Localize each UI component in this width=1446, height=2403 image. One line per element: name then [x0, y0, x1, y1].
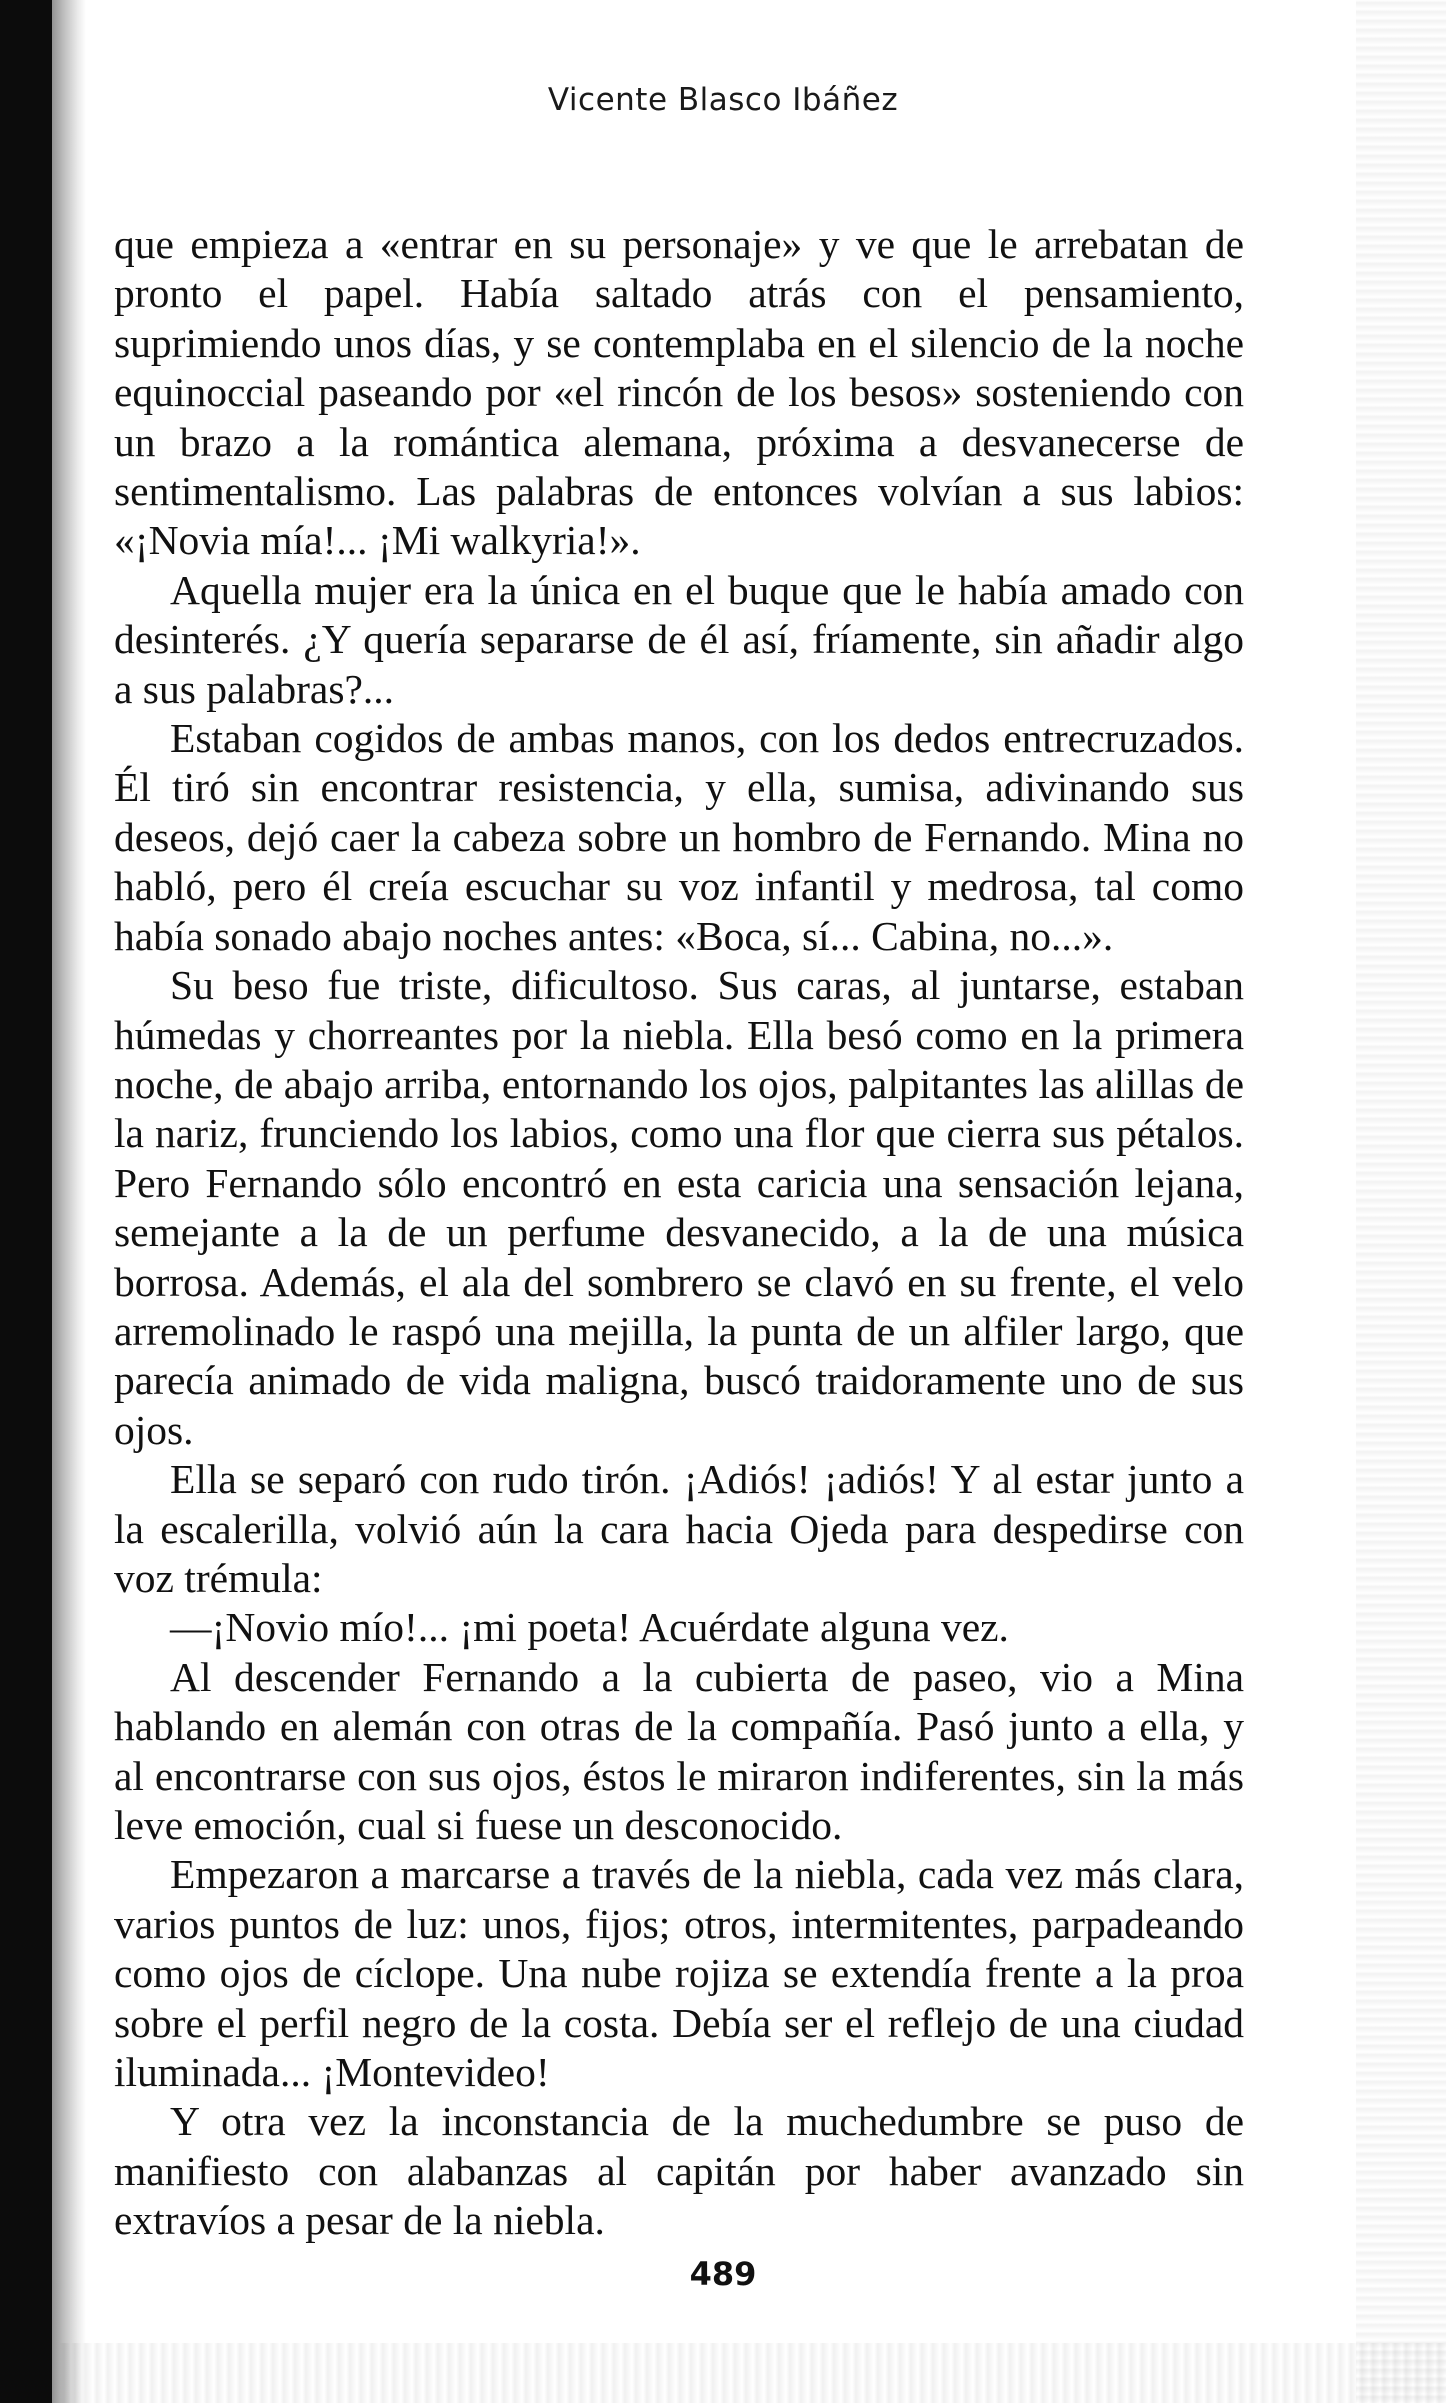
paragraph: Su beso fue triste, dificultoso. Sus caras, al juntarse, estaban húmedas y chorreantes por la niebla. Ella besó como en la primera noche, de abajo arriba, entornando los ojos, palpitantes las alillas de la nariz, frunciendo los labios, como una flor que cierra sus pétalos. Pero Fernando sólo encontró en esta caricia una sensación lejana, semejante a la de un perfume desvanecido, a la de una música borrosa. Además, el ala del sombrero se clavó en su frente, el velo arremolinado le raspó una mejilla, la punta de un alfiler largo, que parecía animado de vida maligna, buscó traidoramente uno de sus ojos.	[114, 962, 1244, 1453]
spine-gradient	[52, 0, 86, 2403]
scan-noise-right	[1356, 0, 1446, 2403]
paragraph: Al descender Fernando a la cubierta de paseo, vio a Mina hablando en alemán con otras de la compañía. Pasó junto a ella, y al encontrarse con sus ojos, éstos le miraron indiferentes, sin la más leve emoción, cual si fuese un desconocido.	[114, 1653, 1244, 1848]
paragraph: Empezaron a marcarse a través de la niebla, cada vez más clara, varios puntos de luz: unos, fijos; otros, intermitentes, parpadeando como ojos de cíclope. Una nube rojiza se extendía frente a la proa sobre el perfil negro de la costa. Debía ser el reflejo de una ciudad iluminada... ¡Montevideo!	[114, 1851, 1244, 2096]
paragraph: Estaban cogidos de ambas manos, con los dedos entrecruzados. Él tiró sin encontrar resistencia, y ella, sumisa, adivinando sus deseos, dejó caer la cabeza sobre un hombro de Fernando. Mina no habló, pero él creía escuchar su voz infantil y medrosa, tal como había sonado abajo noches antes: «Boca, sí... Cabina, no...».	[114, 715, 1244, 959]
page-number: 489	[689, 2255, 757, 2293]
paragraph: Y otra vez la inconstancia de la muchedumbre se puso de manifiesto con alabanzas al capitán por haber avanzado sin extravíos a pesar de la niebla.	[114, 2098, 1244, 2244]
book-spine-shadow	[0, 0, 52, 2403]
paragraph: Aquella mujer era la única en el buque que le había amado con desinterés. ¿Y quería separarse de él así, fríamente, sin añadir algo a sus palabras?...	[114, 566, 1244, 712]
body-text	[114, 220, 1244, 2246]
paragraph: que empieza a «entrar en su personaje» y ve que le arrebatan de pronto el papel. Había saltado atrás con el pensamiento, suprimiendo unos días, y se contemplaba en el silencio de la noche equinoccial paseando por «el rincón de los besos» sosteniendo con un brazo a la romántica alemana, próxima a desvanecerse de sentimentalismo. Las palabras de entonces volvían a sus labios: «¡Novia mía!... ¡Mi walkyria!».	[114, 221, 1244, 564]
running-head: Vicente Blasco Ibáñez	[547, 82, 899, 118]
paragraph: —¡Novio mío!... ¡mi poeta! Acuérdate alguna vez.	[170, 1604, 1009, 1651]
paragraph: Ella se separó con rudo tirón. ¡Adiós! ¡adiós! Y al estar junto a la escalerilla, volvió aún la cara hacia Ojeda para despedirse con voz trémula:	[114, 1456, 1244, 1601]
scan-noise-bottom	[60, 2343, 1446, 2403]
